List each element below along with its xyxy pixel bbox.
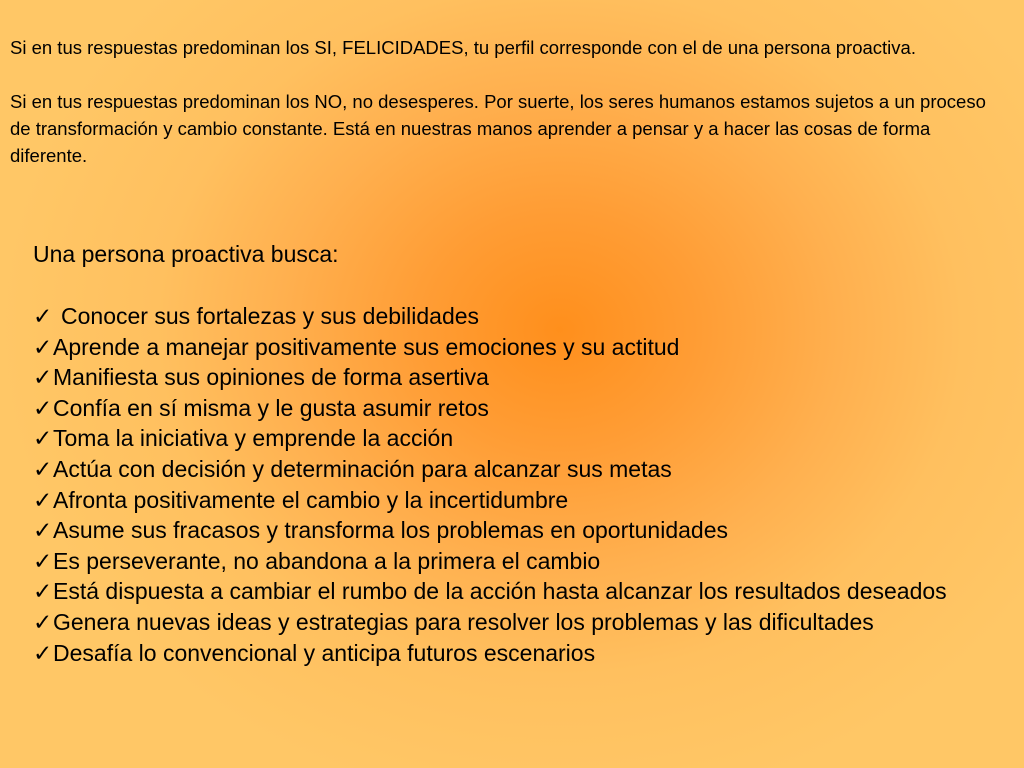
check-icon: ✓ xyxy=(33,608,53,635)
intro-paragraph-si: Si en tus respuestas predominan los SI, FELICIDADES, tu perfil corresponde con el de una persona proactiva. xyxy=(10,37,916,58)
list-item xyxy=(33,332,1013,363)
list-item xyxy=(33,454,1013,485)
list-item-text: Actúa con decisión y determinación para alcanzar sus metas xyxy=(53,455,672,482)
list-item-text: Afronta positivamente el cambio y la incertidumbre xyxy=(53,486,569,513)
intro-text xyxy=(10,34,1010,169)
proactive-traits-list xyxy=(33,301,1013,668)
check-icon: ✓ xyxy=(33,547,53,574)
list-item xyxy=(33,362,1013,393)
list-item-text: Confía en sí misma y le gusta asumir retos xyxy=(53,394,489,421)
list-item-text: Aprende a manejar positivamente sus emociones y su actitud xyxy=(53,333,680,360)
list-item xyxy=(33,546,1013,577)
list-item xyxy=(33,515,1013,546)
list-item xyxy=(33,576,1013,607)
list-item-text: Manifiesta sus opiniones de forma asertiva xyxy=(53,364,489,391)
intro-paragraph-no: Si en tus respuestas predominan los NO, no desesperes. Por suerte, los seres humanos estamos sujetos a un proceso de transformación y cambio constante. Está en nuestras manos aprender a pensar y a hacer las cosas de forma diferente. xyxy=(10,91,986,166)
list-item-text: Conocer sus fortalezas y sus debilidades xyxy=(61,303,480,329)
list-item xyxy=(33,607,1013,638)
check-icon: ✓ xyxy=(33,455,53,482)
check-icon: ✓ xyxy=(33,425,53,452)
check-icon: ✓ xyxy=(33,578,53,605)
section-heading: Una persona proactiva busca: xyxy=(33,241,339,267)
list-item-text: Asume sus fracasos y transforma los problemas en oportunidades xyxy=(53,517,728,544)
check-icon: ✓ xyxy=(33,364,53,391)
list-item xyxy=(33,423,1013,454)
proactive-section xyxy=(33,239,1013,668)
list-item-text: Genera nuevas ideas y estrategias para resolver los problemas y las dificultades xyxy=(53,608,874,635)
check-icon: ✓ xyxy=(33,517,53,544)
list-item-text: Está dispuesta a cambiar el rumbo de la acción hasta alcanzar los resultados deseados xyxy=(53,578,947,605)
list-item-text: Toma la iniciativa y emprende la acción xyxy=(53,425,454,452)
list-item-text: Es perseverante, no abandona a la primera el cambio xyxy=(53,547,601,574)
check-icon: ✓ xyxy=(33,303,53,329)
list-item xyxy=(33,301,1013,332)
list-item xyxy=(33,638,1013,669)
list-item-text: Desafía lo convencional y anticipa futuros escenarios xyxy=(53,639,596,666)
check-icon: ✓ xyxy=(33,394,53,421)
list-item xyxy=(33,485,1013,516)
check-icon: ✓ xyxy=(33,486,53,513)
check-icon: ✓ xyxy=(33,333,53,360)
check-icon: ✓ xyxy=(33,639,53,666)
list-item xyxy=(33,393,1013,424)
